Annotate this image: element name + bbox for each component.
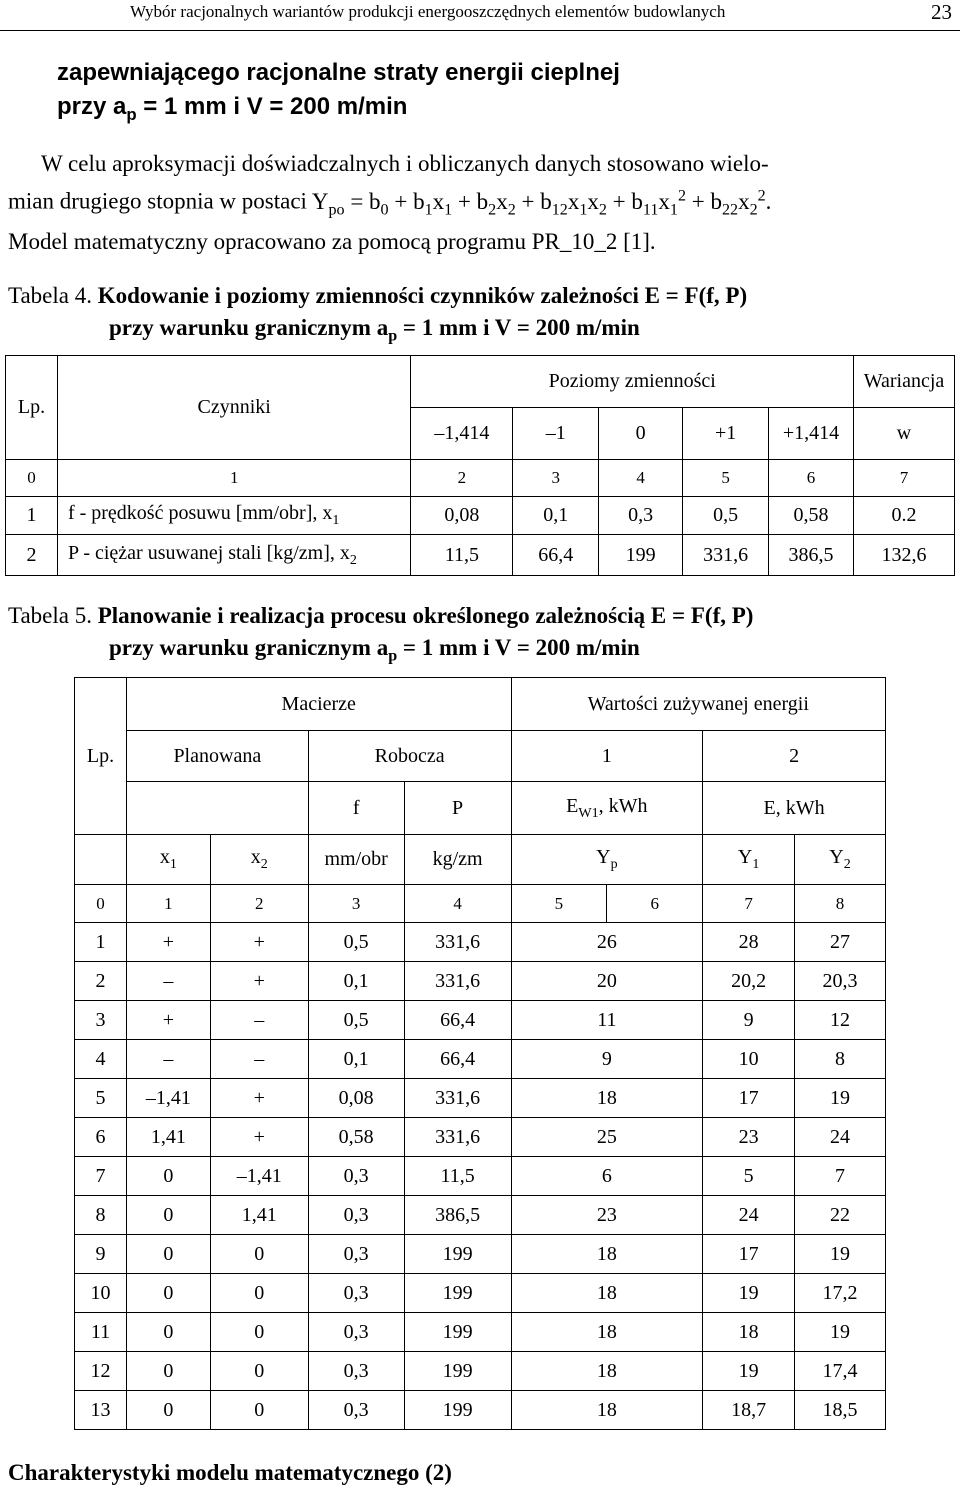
table-cell: 1,41 [126, 1118, 210, 1157]
table-cell: 18 [511, 1274, 703, 1313]
table-cell: 331,6 [404, 923, 511, 962]
t4-numbering-row: 0 1 2 3 4 5 6 7 [6, 460, 955, 497]
table-cell: 18 [511, 1391, 703, 1430]
t4-level: +1,414 [769, 408, 854, 460]
t5-header-robocza: Robocza [308, 731, 511, 782]
table-cell: 199 [404, 1235, 511, 1274]
table-cell: 199 [404, 1313, 511, 1352]
table-cell: 3 [75, 1001, 127, 1040]
table-cell: 4 [75, 1040, 127, 1079]
table-cell: 27 [795, 923, 886, 962]
table-cell: 9 [75, 1235, 127, 1274]
table-cell: 0 [126, 1196, 210, 1235]
table-cell: 331,6 [404, 962, 511, 1001]
table-cell: 1 [75, 923, 127, 962]
table-cell: 22 [795, 1196, 886, 1235]
table-cell: 19 [795, 1313, 886, 1352]
t4-header-czynniki: Czynniki [57, 356, 411, 460]
table-cell: 17,4 [795, 1352, 886, 1391]
table-cell: –1,41 [210, 1157, 308, 1196]
table-cell: 24 [795, 1118, 886, 1157]
table-cell: 5 [75, 1079, 127, 1118]
table-cell: 0,08 [308, 1079, 404, 1118]
table-row: 1 f - prędkość posuwu [mm/obr], $x_1$ 0,08 0,1 0,3 0,5 0,58 0.2 [6, 497, 955, 535]
table-cell: 13 [75, 1391, 127, 1430]
table-cell: 0 [210, 1313, 308, 1352]
heading-line-1: zapewniającego racjonalne straty energii cieplnej [57, 59, 620, 86]
table5-caption: Tabela 5. Planowanie i realizacja procesu określonego zależnością E = F(f, P) przy warunku granicznym $a_p = 1$ mm i V = 200 m/min [8, 603, 754, 665]
table-row [75, 1352, 886, 1391]
table-cell: 17,2 [795, 1274, 886, 1313]
table-cell: 28 [703, 923, 795, 962]
table-cell: 19 [795, 1235, 886, 1274]
table-cell: 0,3 [308, 1391, 404, 1430]
table-cell: 24 [703, 1196, 795, 1235]
t5-unit-row: $x_1$ $x_2$ mm/obr kg/zm $Y_p$ $Y_1$ $Y_2$ [75, 835, 886, 885]
table-cell: – [126, 962, 210, 1001]
t4-level: +1 [683, 408, 769, 460]
t4-header-wariancja: Wariancja [853, 356, 954, 408]
paragraph-line-2: mian drugiego stopnia w postaci $Y_{po} = b_0 + b_1x_1 + b_2x_2 + b_{12}x_1x_2 + b_{11}x_1^2 + b_{22}x_2^2$. [8, 187, 772, 219]
table-4 [5, 355, 955, 576]
table-cell: 25 [511, 1118, 703, 1157]
table-cell: – [126, 1040, 210, 1079]
table-cell: 7 [795, 1157, 886, 1196]
table-cell: + [126, 923, 210, 962]
table-cell: 6 [75, 1118, 127, 1157]
t5-header-ew1: $E_{W1}$, kWh [511, 782, 703, 835]
table-cell: 0,5 [308, 923, 404, 962]
t5-header-one: 1 [511, 731, 703, 782]
table-cell: 331,6 [404, 1079, 511, 1118]
t5-header-empty [126, 782, 308, 835]
table-cell: 199 [404, 1352, 511, 1391]
table-cell: 0,3 [308, 1352, 404, 1391]
table-cell: 18 [511, 1313, 703, 1352]
table-cell: 17 [703, 1079, 795, 1118]
table-row: 2 P - ciężar usuwanej stali [kg/zm], $x_2$ 11,5 66,4 199 331,6 386,5 132,6 [6, 535, 955, 576]
polynomial-formula: $Y_{po} = b_0 + b_1x_1 + b_2x_2 + b_{12}x_1x_2 + b_{11}x_1^2 + b_{22}x_2^2$. [311, 187, 772, 219]
t5-header-wartosci: Wartości zużywanej energii [511, 678, 885, 731]
t5-header-f: f [308, 782, 404, 835]
table-row [75, 1274, 886, 1313]
table-cell: 0 [126, 1352, 210, 1391]
table-row [75, 1196, 886, 1235]
page-number: 23 [931, 0, 952, 24]
t5-header-lp: Lp. [75, 678, 127, 835]
t4-header-w: w [853, 408, 954, 460]
table-cell: 0,3 [308, 1235, 404, 1274]
table-cell: + [210, 1118, 308, 1157]
table-cell: 7 [75, 1157, 127, 1196]
table-cell: + [210, 923, 308, 962]
table-cell: + [126, 1001, 210, 1040]
table-cell: 23 [511, 1196, 703, 1235]
heading-line-2: przy $a_p = 1$ mm i V = 200 m/min [57, 93, 408, 124]
table-cell: 0 [126, 1391, 210, 1430]
t5-header-p: P [404, 782, 511, 835]
table-row [75, 1079, 886, 1118]
table-cell: 20 [511, 962, 703, 1001]
table-cell: 17 [703, 1235, 795, 1274]
table-5 [74, 677, 886, 1430]
table-cell: 66,4 [404, 1040, 511, 1079]
table-cell: – [210, 1001, 308, 1040]
table-cell: 18 [511, 1079, 703, 1118]
t4-header-lp: Lp. [6, 356, 58, 460]
table-row [75, 1157, 886, 1196]
table-cell: 199 [404, 1274, 511, 1313]
table-row [75, 1391, 886, 1430]
section-heading [57, 56, 620, 132]
table-cell: 0 [126, 1313, 210, 1352]
table-cell: 0 [126, 1235, 210, 1274]
table-cell: 0,5 [308, 1001, 404, 1040]
table-cell: 0,3 [308, 1313, 404, 1352]
t5-numbering-row: 0 1 2 3 4 5 6 7 8 [75, 885, 886, 923]
t5-header-planowana: Planowana [126, 731, 308, 782]
table-cell: 19 [703, 1352, 795, 1391]
table-cell: 18 [511, 1352, 703, 1391]
table-cell: 199 [404, 1391, 511, 1430]
running-header [0, 0, 960, 31]
table-cell: 66,4 [404, 1001, 511, 1040]
table-cell: 18,7 [703, 1391, 795, 1430]
table-cell: + [210, 1079, 308, 1118]
table-cell: 0 [126, 1274, 210, 1313]
body-paragraph [8, 148, 956, 258]
table-cell: 10 [75, 1274, 127, 1313]
table-cell: 0,1 [308, 1040, 404, 1079]
table-cell: 12 [795, 1001, 886, 1040]
table-cell: + [210, 962, 308, 1001]
table-cell: 2 [75, 962, 127, 1001]
t4-level: 0 [599, 408, 683, 460]
table-cell: 19 [703, 1274, 795, 1313]
table-cell: 18,5 [795, 1391, 886, 1430]
table-cell: 0 [210, 1391, 308, 1430]
table-cell: –1,41 [126, 1079, 210, 1118]
table-row [75, 1040, 886, 1079]
table-cell: 6 [511, 1157, 703, 1196]
table-cell: 0 [126, 1157, 210, 1196]
table-cell: 9 [511, 1040, 703, 1079]
table-row [75, 1118, 886, 1157]
table-cell: 5 [703, 1157, 795, 1196]
t4-level: –1 [513, 408, 599, 460]
table-cell: 0 [210, 1235, 308, 1274]
table-cell: 1,41 [210, 1196, 308, 1235]
table-cell: 23 [703, 1118, 795, 1157]
table-cell: – [210, 1040, 308, 1079]
table-cell: 11 [511, 1001, 703, 1040]
table-row [75, 1235, 886, 1274]
table-cell: 0,3 [308, 1274, 404, 1313]
table-cell: 11,5 [404, 1157, 511, 1196]
table-row [75, 1313, 886, 1352]
t5-header-e-kwh: E, kWh [703, 782, 886, 835]
table-cell: 8 [75, 1196, 127, 1235]
t5-header-macierze: Macierze [126, 678, 511, 731]
table-cell: 0 [210, 1352, 308, 1391]
t4-level: –1,414 [411, 408, 513, 460]
table-cell: 0,3 [308, 1196, 404, 1235]
table4-caption: Tabela 4. Kodowanie i poziomy zmienności czynników zależności E = F(f, P) przy warunku granicznym $a_p = 1$ mm i V = 200 m/min [8, 283, 748, 345]
table-cell: 26 [511, 923, 703, 962]
paragraph-line-3: Model matematyczny opracowano za pomocą programu PR_10_2 [1]. [8, 229, 656, 255]
final-heading: Charakterystyki modelu matematycznego (2) [8, 1460, 452, 1485]
table-cell: 0,58 [308, 1118, 404, 1157]
table-cell: 0,3 [308, 1157, 404, 1196]
table-cell: 12 [75, 1352, 127, 1391]
table-cell: 9 [703, 1001, 795, 1040]
table-cell: 331,6 [404, 1118, 511, 1157]
table-cell: 18 [511, 1235, 703, 1274]
table-cell: 0 [210, 1274, 308, 1313]
table-cell: 20,3 [795, 962, 886, 1001]
table-cell: 19 [795, 1079, 886, 1118]
table-cell: 20,2 [703, 962, 795, 1001]
paragraph-line-1: W celu aproksymacji doświadczalnych i obliczanych danych stosowano wielo- [41, 151, 769, 176]
table-cell: 10 [703, 1040, 795, 1079]
table-cell: 11 [75, 1313, 127, 1352]
table-cell: 8 [795, 1040, 886, 1079]
table-cell: 0,1 [308, 962, 404, 1001]
table-cell: 386,5 [404, 1196, 511, 1235]
table-cell: 18 [703, 1313, 795, 1352]
table-row [75, 1001, 886, 1040]
table-row [75, 962, 886, 1001]
t5-header-two: 2 [703, 731, 886, 782]
t4-header-poziomy: Poziomy zmienności [411, 356, 854, 408]
header-title: Wybór racjonalnych wariantów produkcji energooszczędnych elementów budowlanych [130, 2, 726, 21]
table-row [75, 923, 886, 962]
